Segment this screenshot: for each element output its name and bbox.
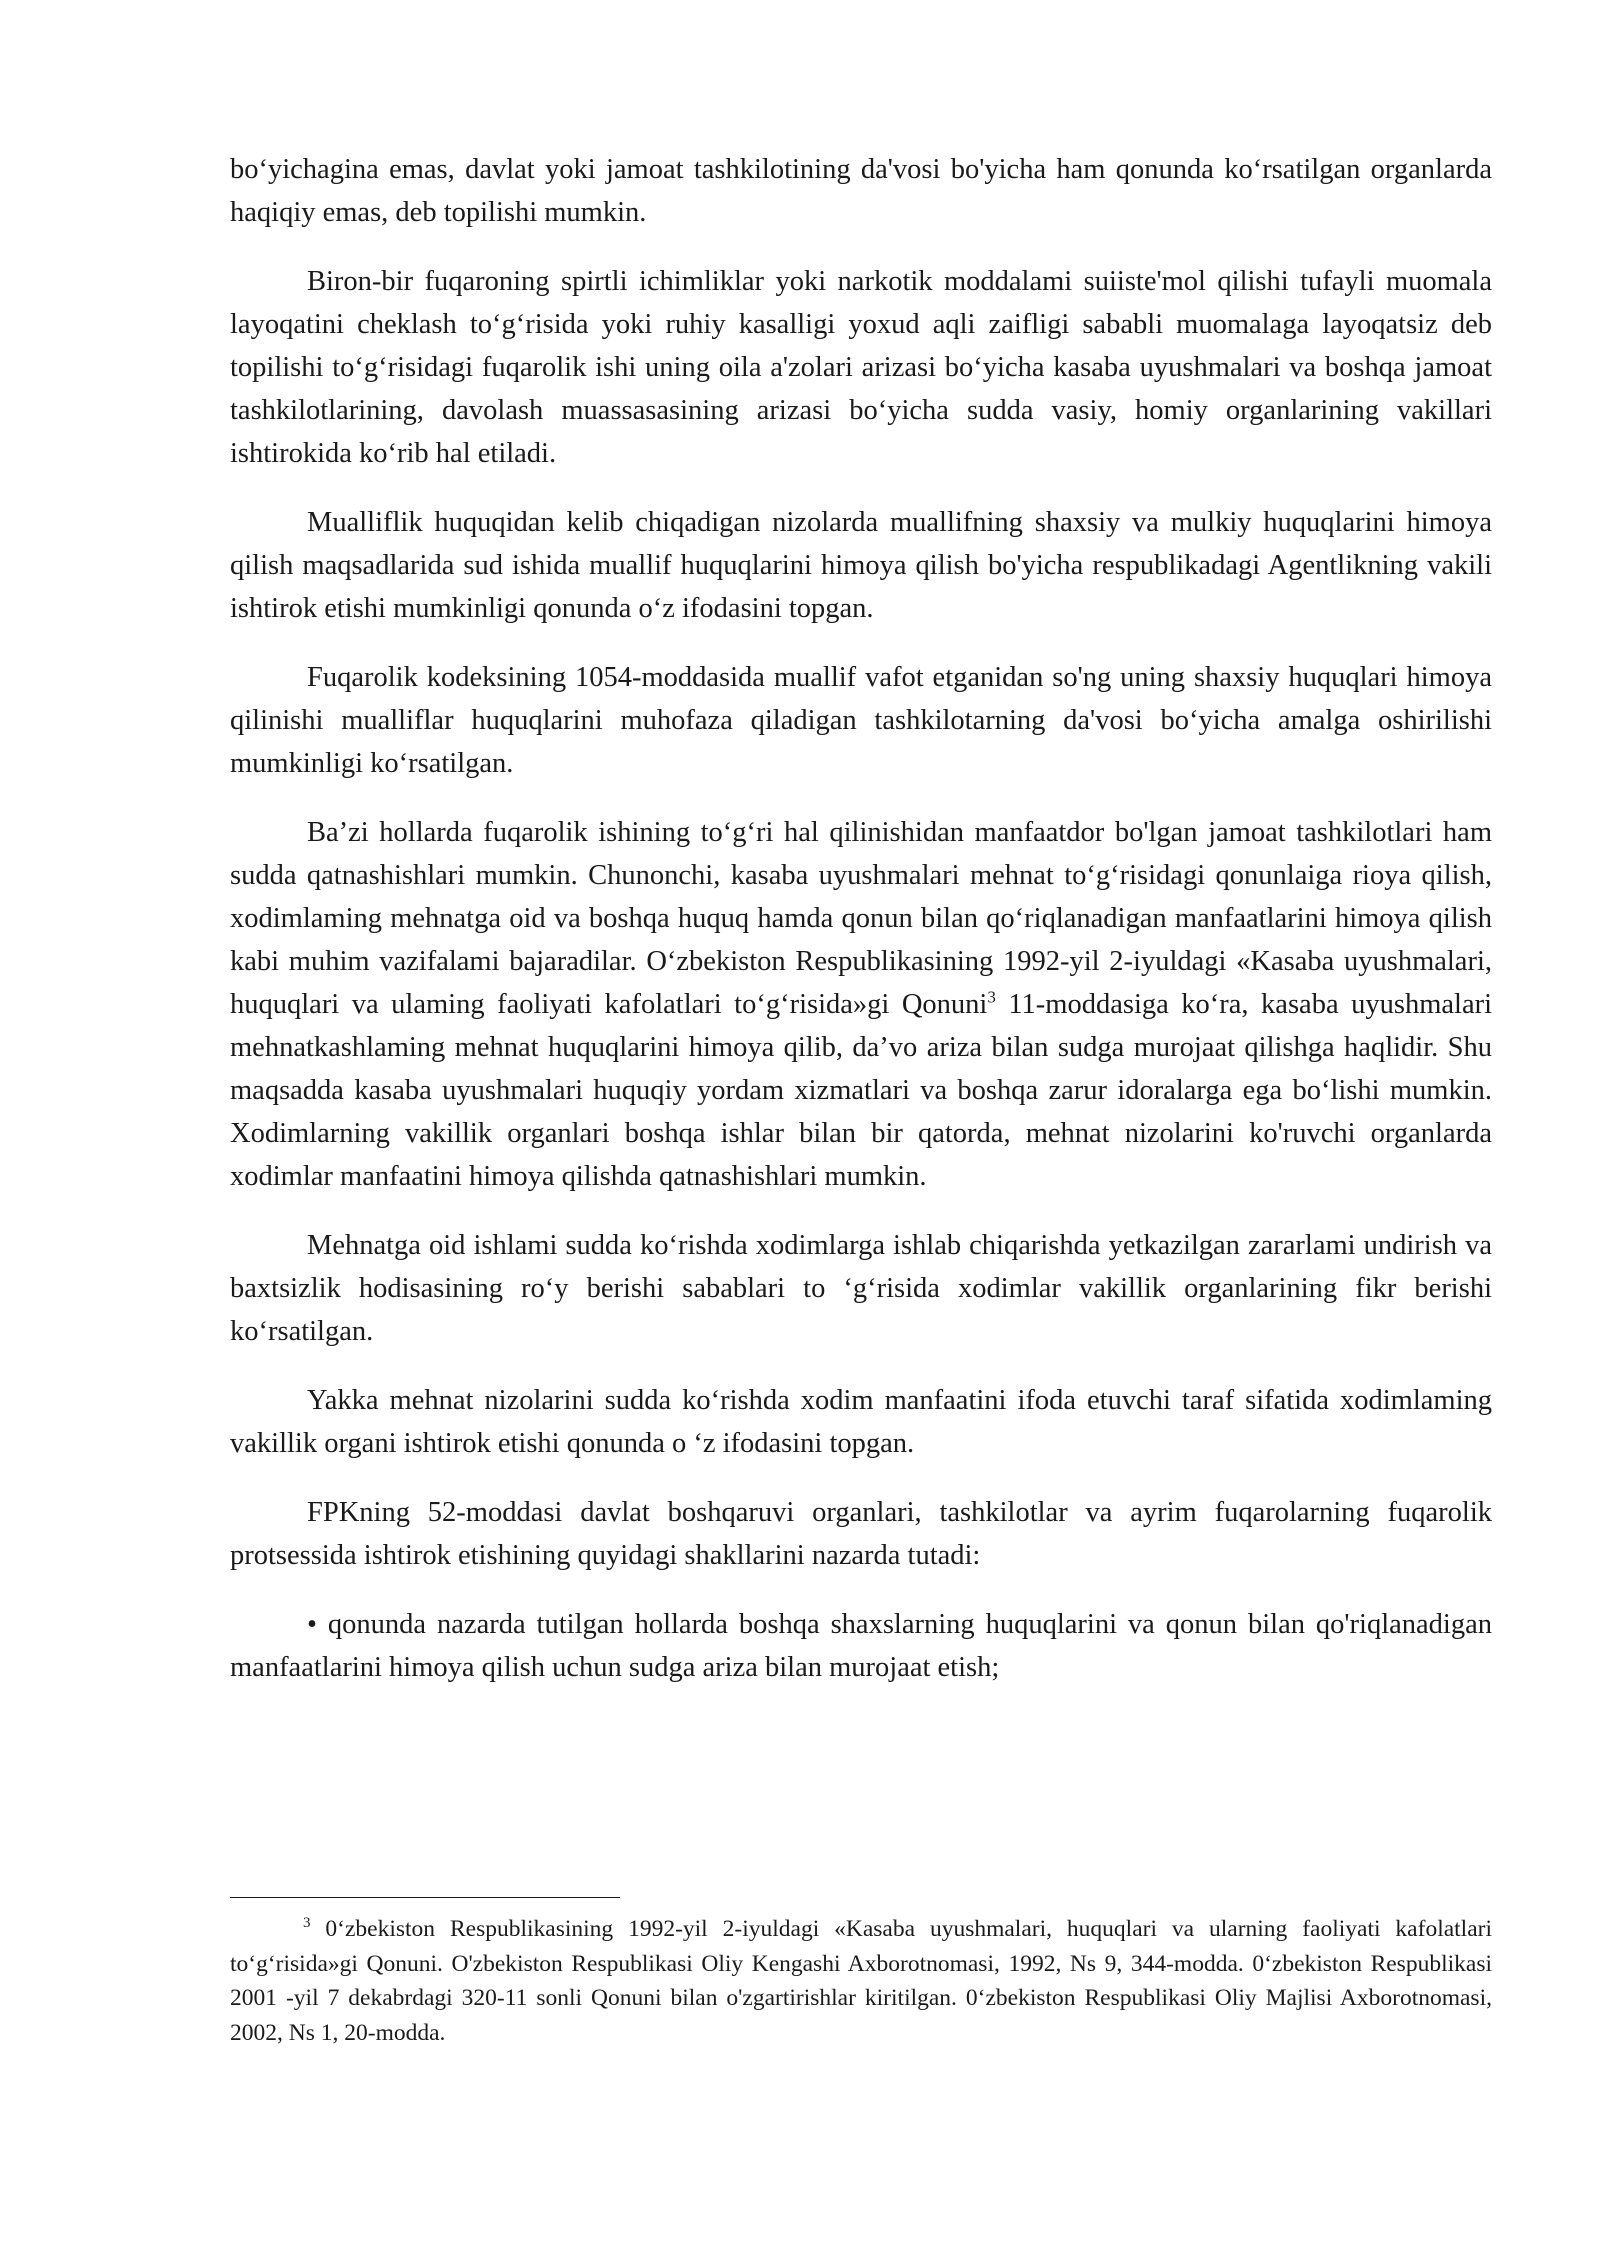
paragraph-incapacity-cases: Biron-bir fuqaroning spirtli ichimliklar yoki narkotik moddalami suiiste'mol qilishi tufayli muomala layoqatini cheklash to‘g‘risida yoki ruhiy kasalligi yoxud aqli zaifligi sababli muomalaga layoqatsiz deb topilishi to‘g‘risidagi fuqarolik ishi uning oila a'zolari arizasi bo‘yicha kasaba uyushmalari va boshqa jamoat tashkilotlarining, davolash muassasasining arizasi bo‘yicha sudda vasiy, homiy organlarining vakillari ishtirokida ko‘rib hal etiladi. xyxy=(230,266,1492,469)
paragraph-trade-unions-text-b: 11-moddasiga ko‘ra, kasaba uyushmalari mehnatkashlaming mehnat huquqlarini himoya qilib, da’vo ariza bilan sudga murojaat qilishga haqlidir. Shu maqsadda kasaba uyushmalari huquqiy yordam xizmatlari va boshqa zarur idoralarga ega bo‘lishi mumkin. Xodimlarning vakillik organlari boshqa ishlar bilan bir qatorda, mehnat nizolarini ko'ruvchi organlarda xodimlar manfaatini himoya qilishda qatnashishlari mumkin. xyxy=(230,989,1493,1192)
paragraph-trade-unions xyxy=(230,811,1492,1198)
paragraph-fpk-article-52: FPKning 52-moddasi davlat boshqaruvi organlari, tashkilotlar va ayrim fuqarolarning fuqarolik protsessida ishtirok etishining quyidagi shakllarini nazarda tutadi: xyxy=(230,1497,1492,1571)
bullet-list-item xyxy=(230,1603,1492,1689)
bullet-item-text: qonunda nazarda tutilgan hollarda boshqa shaxslarning huquqlarini va qonun bilan qo'riqlanadigan manfaatlarini himoya qilish uchun sudga ariza bilan murojaat etish; xyxy=(230,1609,1492,1683)
paragraph-authorship-disputes: Mualliflik huquqidan kelib chiqadigan nizolarda muallifning shaxsiy va mulkiy huquqlarini himoya qilish maqsadlarida sud ishida muallif huquqlarini himoya qilish bo'yicha respublikadagi Agentlikning vakili ishtirok etishi mumkinligi qonunda o‘z ifodasini topgan. xyxy=(230,507,1492,624)
document-body xyxy=(230,148,1492,1715)
paragraph-trade-unions-text-a: Ba’zi hollarda fuqarolik ishining to‘g‘ri hal qilinishidan manfaatdor bo'lgan jamoat tashkilotlari ham sudda qatnashishlari mumkin. Chunonchi, kasaba uyushmalari mehnat to‘g‘risidagi qonunlaiga rioya qilish, xodimlaming mehnatga oid va boshqa huquq hamda qonun bilan qo‘riqlanadigan manfaatlarini himoya qilish kabi muhim vazifalami bajaradilar. O‘zbekiston Respublikasining 1992-yil 2-iyuldagi «Kasaba uyushmalari, huquqlari va ulaming faoliyati kafolatlari to‘g‘risida»gi Qonuni xyxy=(230,817,1492,1020)
paragraph-individual-disputes: Yakka mehnat nizolarini sudda ko‘rishda xodim manfaatini ifoda etuvchi taraf sifatida xodimlaming vakillik organi ishtirok etishi qonunda o ‘z ifodasini topgan. xyxy=(230,1385,1492,1459)
paragraph-continuation: bo‘yichagina emas, davlat yoki jamoat tashkilotining da'vosi bo'yicha ham qonunda ko‘rsatilgan organlarda haqiqiy emas, deb topilishi mumkin. xyxy=(230,154,1492,228)
paragraph-civil-code-1054: Fuqarolik kodeksining 1054-moddasida muallif vafot etganidan so'ng uning shaxsiy huquqlari himoya qilinishi mualliflar huquqlarini muhofaza qiladigan tashkilotarning da'vosi bo‘yicha amalga oshirilishi mumkinligi ko‘rsatilgan. xyxy=(230,662,1492,779)
footnote-text: 0‘zbekiston Respublikasining 1992-yil 2-iyuldagi «Kasaba uyushmalari, huquqlari va ularning faoliyati kafolatlari to‘g‘risida»gi Qonuni. O'zbekiston Respublikasi Oliy Kengashi Axborotnomasi, 1992, Ns 9, 344-modda. 0‘zbekiston Respublikasi 2001 -yil 7 dekabrdagi 320-11 sonli Qonuni bilan o'zgartirishlar kiritilgan. 0‘zbekiston Respublikasi Oliy Majlisi Axborotnomasi, 2002, Ns 1, 20-modda. xyxy=(230,1916,1492,2046)
footnote-number: 3 xyxy=(303,1915,311,1932)
footnote-reference[interactable]: 3 xyxy=(987,987,996,1007)
footnote xyxy=(230,1912,1492,2050)
footnote-separator xyxy=(230,1897,620,1898)
bullet-icon: • xyxy=(307,1609,317,1640)
paragraph-labor-cases: Mehnatga oid ishlami sudda ko‘rishda xodimlarga ishlab chiqarishda yetkazilgan zararlami undirish va baxtsizlik hodisasining ro‘y berishi sabablari to ‘g‘risida xodimlar vakillik organlarining fikr berishi ko‘rsatilgan. xyxy=(230,1230,1492,1347)
